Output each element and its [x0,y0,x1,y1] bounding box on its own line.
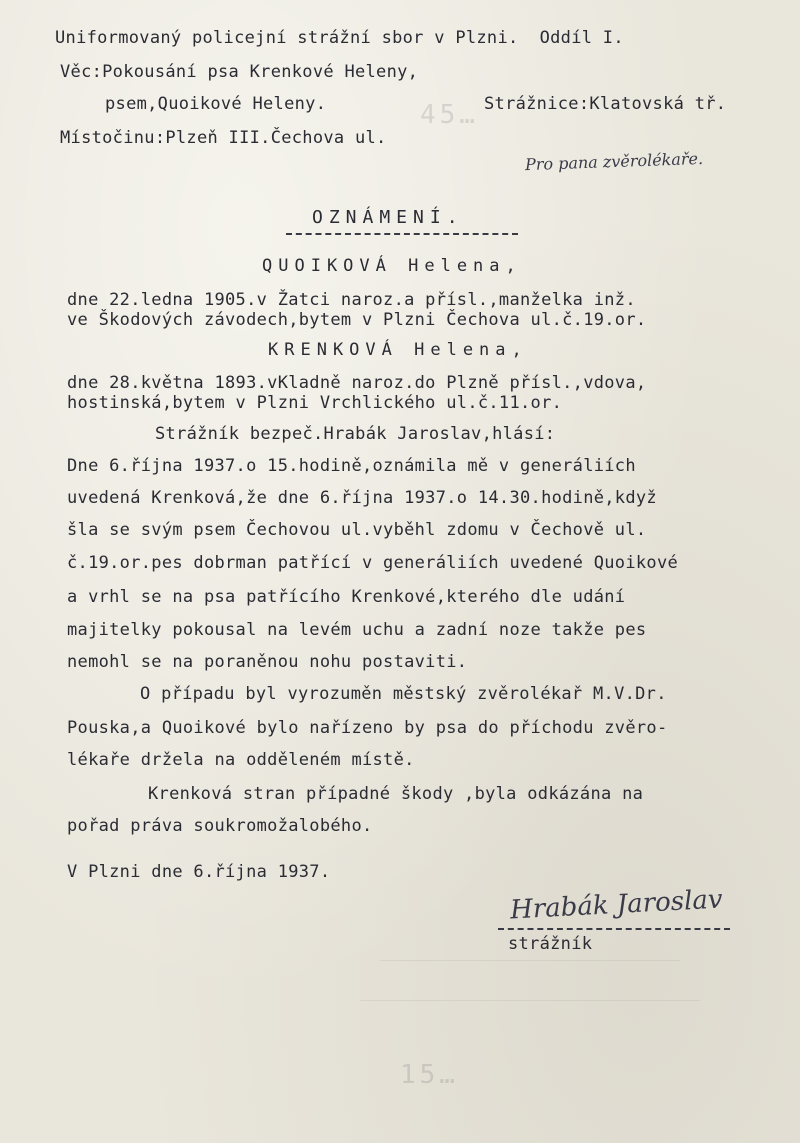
person-2-name: KRENKOVÁ Helena, [268,340,528,360]
signature: Hrabák Jaroslav [509,884,724,926]
person-2-details: hostinská,bytem v Plzni Vrchlického ul.č.11.or. [67,393,563,413]
subject-line-cont: psem,Quoikové Heleny. [105,94,327,114]
signature-line [498,928,730,930]
handwritten-note: Pro pana zvěrolékaře. [524,148,704,175]
person-2-details: dne 28.května 1893.vKladně naroz.do Plzně přísl.,vdova, [67,373,647,393]
body-line: lékaře držela na odděleném místě. [67,750,415,770]
body-line: majitelky pokousal na levém uchu a zadní noze takže pes [67,620,647,640]
bleed-through-mark [360,1000,700,1001]
body-line: pořad práva soukromožalobého. [67,816,373,836]
body-line: a vrhl se na psa patřícího Krenkové,kterého dle udání [67,587,626,607]
bleed-through-mark: 45… [420,100,479,130]
bleed-through-mark [380,960,680,961]
subject-line: Věc:Pokousání psa Krenkové Heleny, [60,62,419,82]
document-title: OZNÁMENÍ. [312,207,464,228]
person-1-details: ve Škodových závodech,bytem v Plzni Čechova ul.č.19.or. [67,310,647,330]
header-line-1: Uniformovaný policejní strážní sbor v Plzni. Oddíl I. [55,28,624,48]
body-line: Krenková stran případné škody ,byla odkázána na [148,784,644,804]
location-line: Místočinu:Plzeň III.Čechova ul. [60,128,387,148]
station-line: Strážnice:Klatovská tř. [484,94,727,114]
place-and-date: V Plzni dne 6.října 1937. [67,862,331,882]
body-line: nemohl se na poraněnou nohu postaviti. [67,652,468,672]
body-line: č.19.or.pes dobrman patřící v generáliích uvedené Quoikové [67,553,679,573]
body-line: Pouska,a Quoikové bylo nařízeno by psa do příchodu zvěro- [67,718,668,738]
body-line: Dne 6.října 1937.o 15.hodině,oznámila mě v generáliích [67,456,636,476]
body-line: šla se svým psem Čechovou ul.vyběhl zdomu v Čechově ul. [67,520,647,540]
title-underline [286,233,518,235]
bleed-through-mark: 15… [400,1060,459,1090]
reporter-line: Strážník bezpeč.Hrabák Jaroslav,hlásí: [155,424,556,444]
signature-role: strážník [508,934,593,954]
person-1-name: QUOIKOVÁ Helena, [262,256,522,276]
person-1-details: dne 22.ledna 1905.v Žatci naroz.a přísl.,manželka inž. [67,290,636,310]
body-line: uvedená Krenková,že dne 6.října 1937.o 14.30.hodině,když [67,488,657,508]
body-line: O případu byl vyrozuměn městský zvěrolékař M.V.Dr. [140,684,667,704]
